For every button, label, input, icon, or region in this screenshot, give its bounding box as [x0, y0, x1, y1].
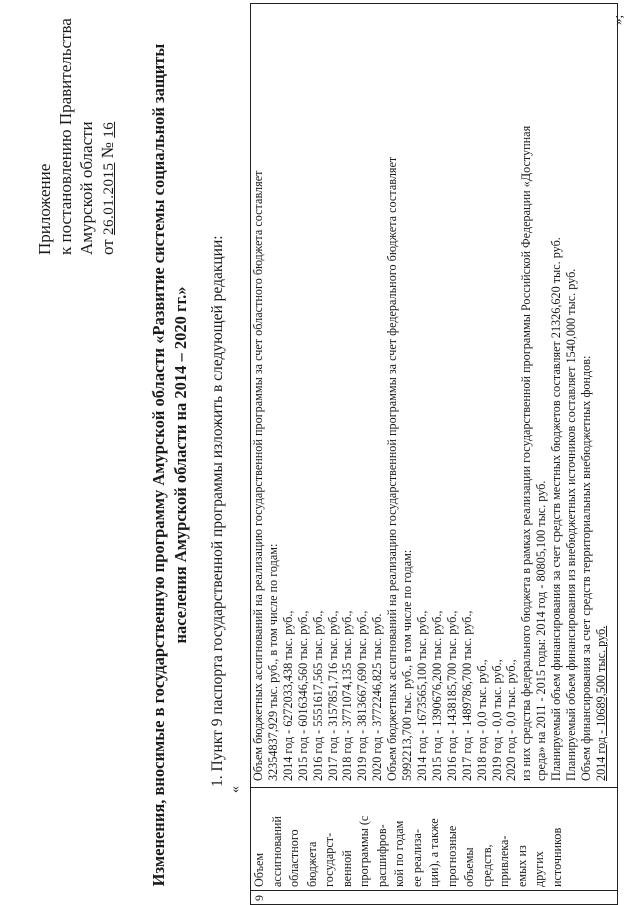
name-line: кой по годам	[392, 820, 406, 887]
local-budget-text: Планируемый объем финансирования за счет средств местных бюджетов составляет 21326,620 тыс. руб.	[549, 237, 564, 781]
regional-year-line: 2015 год - 6016346,560 тыс. руб.,	[295, 610, 310, 781]
name-line: источников	[549, 827, 564, 887]
name-line: расшифров-	[374, 824, 389, 887]
name-line: программы (с	[357, 815, 371, 887]
regional-year-line: 2014 год - 6272033,438 тыс. руб.,	[280, 610, 295, 781]
federal-year-line: 2017 год - 1489786,700 тыс. руб.,	[459, 610, 474, 781]
federal-year-line: 2015 год - 1390676,200 тыс. руб.,	[429, 610, 444, 781]
federal-year-line: 2016 год - 1438185,700 тыс. руб.,	[444, 610, 459, 781]
decree-number: 16	[101, 121, 117, 138]
regional-year-line: 2017 год - 3157851,716 тыс. руб.,	[325, 610, 340, 781]
quote-close: »;	[610, 14, 625, 25]
name-line: областного	[287, 829, 301, 887]
quote-open: «	[228, 786, 243, 793]
regional-budget-total: 32354837,929 тыс. руб., в том числе по годам:	[265, 543, 280, 781]
title-line-2: населения Амурской области на 2014 – 2020 гг.»	[171, 286, 190, 644]
name-line: емых из	[514, 845, 529, 887]
decree-date: 26.01.2015	[101, 162, 117, 236]
regional-year-line: 2016 год - 5551617,565 тыс. руб.,	[310, 610, 325, 781]
offbudget-text: Планируемый объем финансирования из внебюджетных источников составляет 1540,000 тыс. руб.	[564, 268, 579, 781]
name-line: средств,	[479, 844, 494, 887]
appendix-header	[34, 15, 120, 255]
name-line: венной	[339, 850, 354, 887]
appendix-label: Приложение	[35, 163, 54, 255]
federal-budget-text: Объем бюджетных ассигнований на реализацию государственной программы за счет федерального бюджета составляет	[385, 156, 400, 781]
regional-year-line: 2020 год - 3772246,825 тыс. руб.	[370, 613, 385, 781]
accessible-env-text: из них средства федерального бюджета в рамках реализации государственной программы Российской Федерации «Доступная	[519, 125, 534, 781]
regional-year-line: 2019 год - 3813667,690 тыс. руб.,	[355, 610, 370, 781]
name-line: ции), а также	[427, 818, 441, 887]
federal-year-line: 2019 год - 0,0 тыс. руб.,	[489, 659, 504, 781]
federal-budget-total: 5992213,700 тыс. руб., в том числе по годам:	[400, 549, 415, 781]
name-line: Объем	[252, 852, 266, 887]
accessible-env-amount: среда» на 2011 - 2015 годы: 2014 год - 80805,100 тыс. руб.	[534, 480, 549, 781]
date-number-line	[97, 15, 120, 255]
row-name	[250, 787, 618, 890]
passport-table	[250, 0, 622, 905]
name-line: прогнозные	[444, 825, 459, 887]
federal-year-line: 2018 год - 0,0 тыс. руб.,	[474, 659, 489, 781]
date-prefix: от	[98, 239, 117, 255]
document-title	[148, 35, 192, 895]
name-line: бюджета	[304, 841, 319, 887]
number-prefix: №	[98, 142, 117, 159]
title-line-1: Изменения, вносимые в государственную программу Амурской области «Развитие системы социальной защиты	[149, 43, 168, 887]
region-name: Амурской области	[77, 121, 96, 255]
name-line: привлека-	[497, 835, 511, 887]
name-line: ассигнований	[269, 816, 284, 887]
row-number: 9	[250, 890, 618, 905]
decree-ref: к постановлению Правительства	[56, 18, 75, 255]
regional-year-line: 2018 год - 3771074,135 тыс. руб.,	[340, 610, 355, 781]
name-line: других	[532, 851, 546, 887]
name-line: ее реализа-	[409, 829, 424, 887]
federal-year-line: 2020 год - 0,0 тыс. руб.,	[504, 659, 519, 781]
name-line: объемы	[462, 847, 476, 887]
name-line: государст-	[322, 832, 336, 887]
federal-year-line: 2014 год - 1673565,100 тыс. руб.,	[414, 610, 429, 781]
row-content	[250, 3, 618, 787]
territorial-2014: 2014 год - 10689,500 тыс. руб.	[593, 625, 608, 781]
regional-budget-text: Объем бюджетных ассигнований на реализацию государственной программы за счет областного бюджета составляет	[251, 170, 265, 781]
territorial-funds-title: Объем финансирования за счет средств территориальных внебюджетных фондов:	[578, 355, 593, 781]
intro-paragraph: 1. Пункт 9 паспорта государственной программы изложить в следующей редакции:	[209, 235, 226, 787]
